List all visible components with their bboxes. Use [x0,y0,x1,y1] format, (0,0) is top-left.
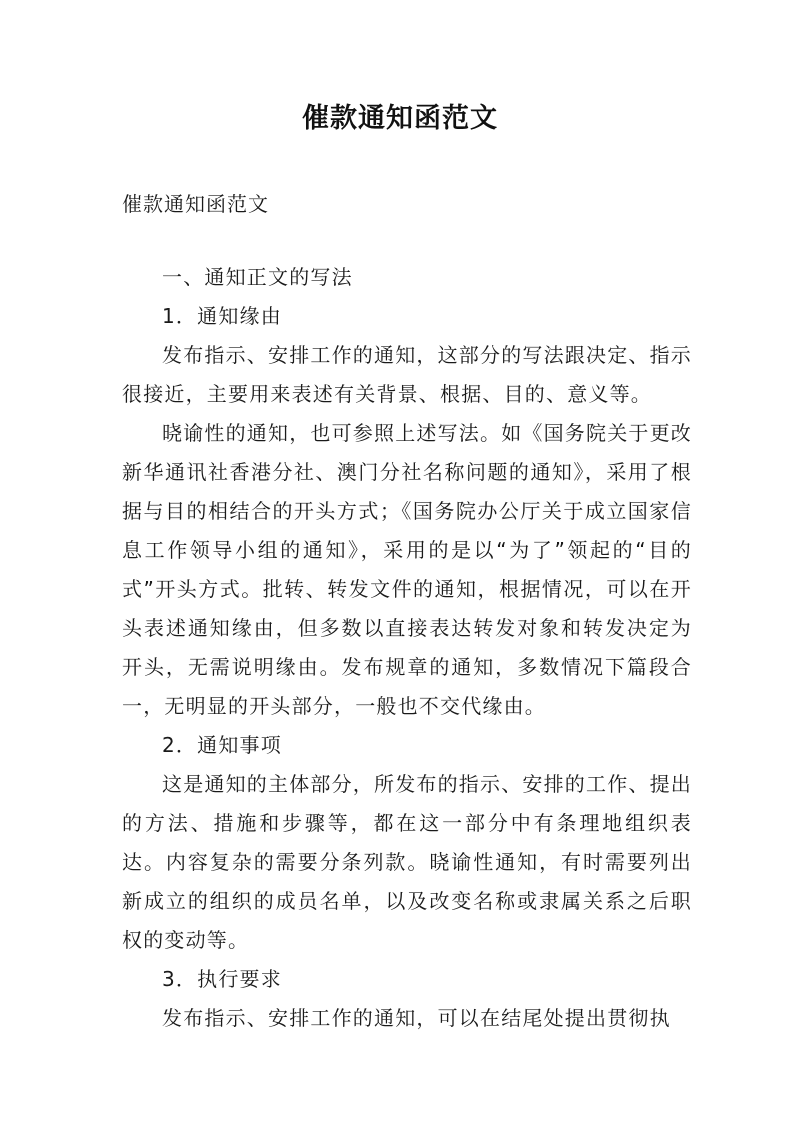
subsection-heading: 3．执行要求 [162,967,282,991]
document-title: 催款通知函范文 [302,103,498,134]
section-heading: 一、通知正文的写法 [162,265,353,289]
subsection-heading: 2．通知事项 [162,733,282,757]
body-paragraph: 这是通知的主体部分，所发布的指示、安排的工作、提出的方法、措施和步骤等，都在这一部分中有条理地组织表达。内容复杂的需要分条列款。晓谕性通知，有时需要列出新成立的组织的成员名单，以及改变名称或隶属关系之后职权的变动等。 [122,772,692,952]
subsection-heading: 1．通知缘由 [162,304,282,328]
body-paragraph: 晓谕性的通知，也可参照上述写法。如《国务院关于更改新华通讯社香港分社、澳门分社名称问题的通知》，采用了根据与目的相结合的开头方式；《国务院办公厅关于成立国家信息工作领导小组的通知》，采用的是以“为了”领起的“目的式”开头方式。批转、转发文件的通知，根据情况，可以在开头表述通知缘由，但多数以直接表达转发对象和转发决定为开头，无需说明缘由。发布规章的通知，多数情况下篇段合一，无明显的开头部分，一般也不交代缘由。 [122,421,692,718]
body-paragraph: 发布指示、安排工作的通知，可以在结尾处提出贯彻执 [162,1006,671,1030]
document-subtitle: 催款通知函范文 [122,192,269,216]
document-body [122,258,692,1038]
body-paragraph: 发布指示、安排工作的通知，这部分的写法跟决定、指示很接近，主要用来表述有关背景、根据、目的、意义等。 [122,343,692,406]
